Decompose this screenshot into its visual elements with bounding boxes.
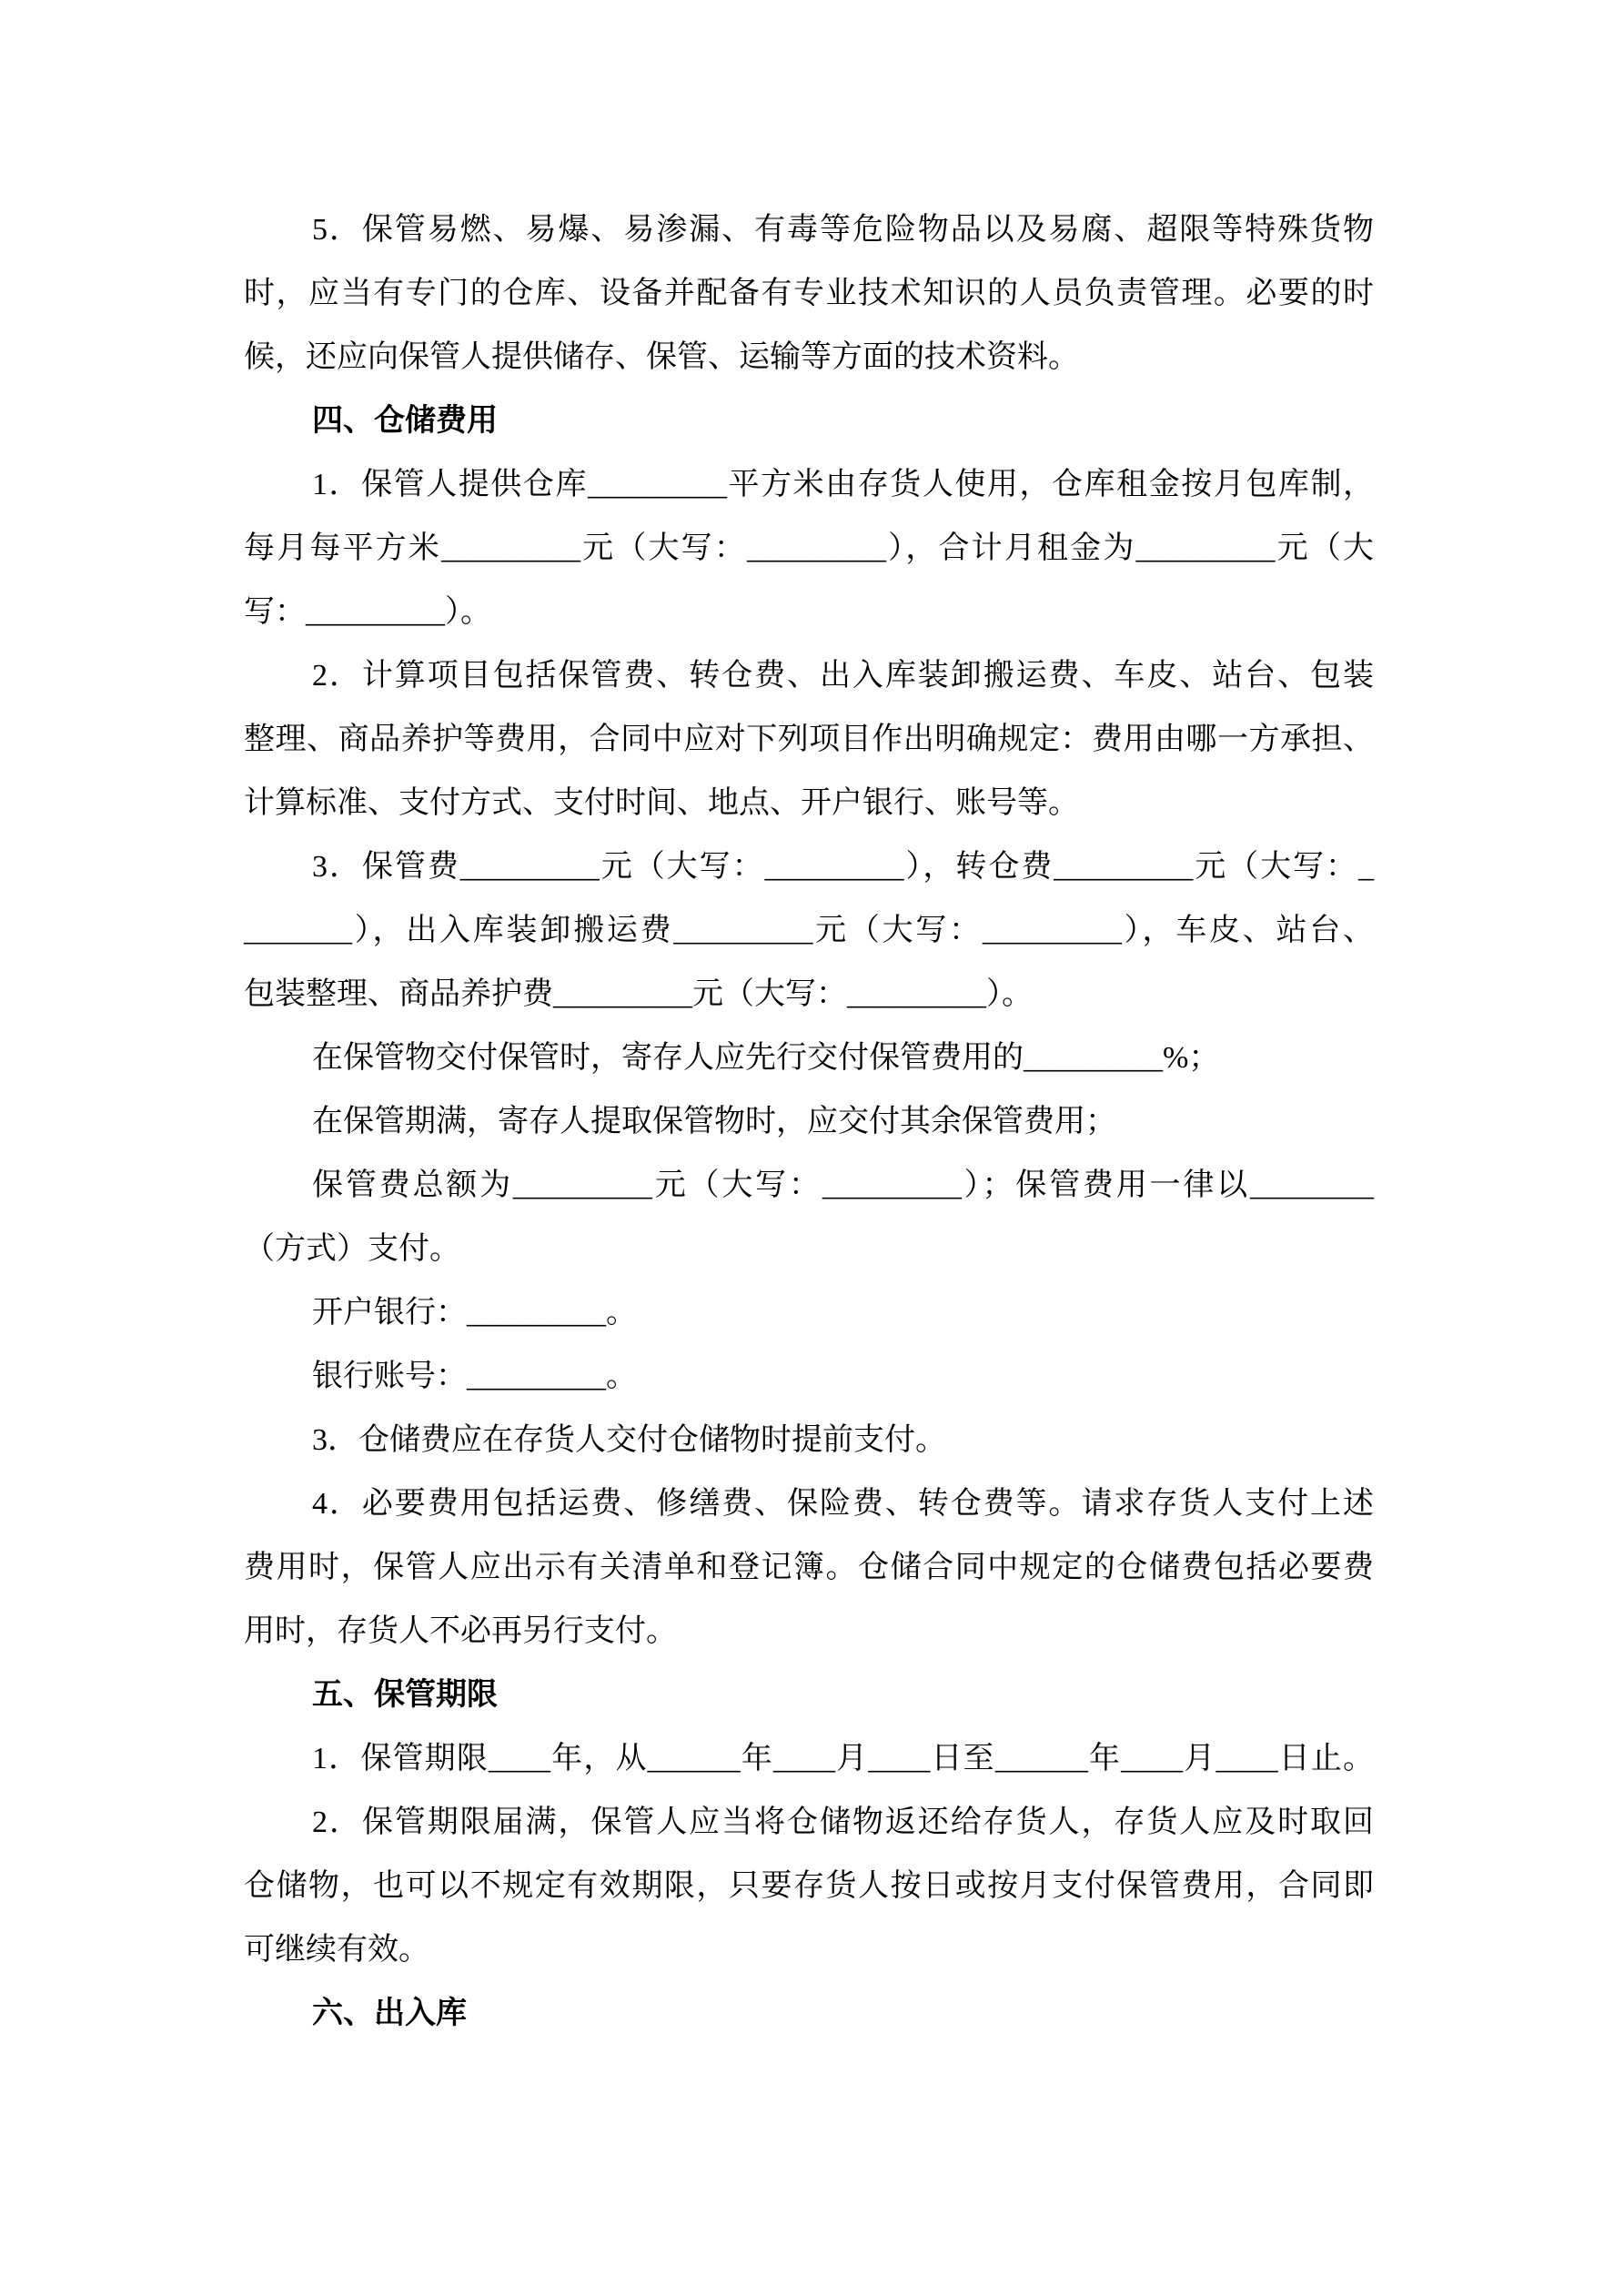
clause-period-expiry-line-1: 2．保管期限届满，保管人应当将仓储物返还给存货人，存货人应及时取回 — [312, 1805, 1374, 1839]
clause-storage-period-dates: 1．保管期限____年，从______年____月____日至______年____月____日止。 — [312, 1742, 1374, 1775]
clause-prepay-percentage: 在保管物交付保管时，寄存人应先行交付保管费用的_________%； — [312, 1041, 1220, 1075]
clause-period-expiry-line-2: 仓储物，也可以不规定有效期限，只要存货人按日或按月支付保管费用，合同即 — [244, 1869, 1374, 1903]
clause-storage-fee-prepaid: 3．仓储费应在存货人交付仓储物时提前支付。 — [312, 1423, 946, 1457]
clause-special-goods-line-3: 候，还应向保管人提供储存、保管、运输等方面的技术资料。 — [244, 340, 1079, 374]
clause-fee-items-line-3: 计算标准、支付方式、支付时间、地点、开户银行、账号等。 — [244, 786, 1079, 820]
clause-bank-account: 银行账号：_________。 — [312, 1360, 637, 1393]
clause-necessary-expenses-line-1: 4．必要费用包括运费、修缮费、保险费、转仓费等。请求存货人支付上述 — [312, 1487, 1374, 1521]
clause-necessary-expenses-line-3: 用时，存货人不必再另行支付。 — [244, 1614, 677, 1648]
clause-special-goods-line-1: 5．保管易燃、易爆、易渗漏、有毒等危险物品以及易腐、超限等特殊货物 — [312, 213, 1374, 247]
clause-necessary-expenses-line-2: 费用时，保管人应出示有关清单和登记簿。仓储合同中规定的仓储费包括必要费 — [244, 1551, 1374, 1584]
clause-fee-items-line-2: 整理、商品养护等费用，合同中应对下列项目作出明确规定：费用由哪一方承担、 — [244, 723, 1374, 756]
clause-total-fee-line-1: 保管费总额为_________元（大写：_________）；保管费用一律以________ — [312, 1168, 1374, 1202]
document-text-block — [244, 198, 1374, 2046]
heading-section-5-storage-period: 五、保管期限 — [312, 1678, 498, 1712]
clause-special-goods-line-2: 时，应当有专门的仓库、设备并配备有专业技术知识的人员负责管理。必要的时 — [244, 277, 1374, 310]
clause-remaining-fee: 在保管期满，寄存人提取保管物时，应交付其余保管费用； — [312, 1105, 1116, 1138]
clause-fee-amounts-line-2: _______），出入库装卸搬运费_________元（大写：_________），车皮、站台、 — [244, 914, 1374, 947]
clause-warehouse-area-rent-line-3: 写：_________）。 — [244, 595, 491, 629]
heading-section-6-in-out-warehouse: 六、出入库 — [312, 1997, 467, 2030]
clause-warehouse-area-rent-line-1: 1．保管人提供仓库_________平方米由存货人使用，仓库租金按月包库制， — [312, 468, 1374, 501]
clause-period-expiry-line-3: 可继续有效。 — [244, 1933, 429, 1967]
clause-total-fee-line-2: （方式）支付。 — [244, 1232, 460, 1266]
clause-warehouse-area-rent-line-2: 每月每平方米_________元（大写：_________），合计月租金为_________元（大 — [244, 531, 1374, 565]
clause-fee-amounts-line-1: 3．保管费_________元（大写：_________），转仓费_________元（大写：_ — [312, 850, 1374, 884]
clause-fee-items-line-1: 2．计算项目包括保管费、转仓费、出入库装卸搬运费、车皮、站台、包装 — [312, 659, 1374, 693]
heading-section-4-storage-fees: 四、仓储费用 — [312, 404, 498, 438]
clause-fee-amounts-line-3: 包装整理、商品养护费_________元（大写：_________）。 — [244, 977, 1033, 1011]
clause-bank-name: 开户银行：_________。 — [312, 1296, 637, 1330]
